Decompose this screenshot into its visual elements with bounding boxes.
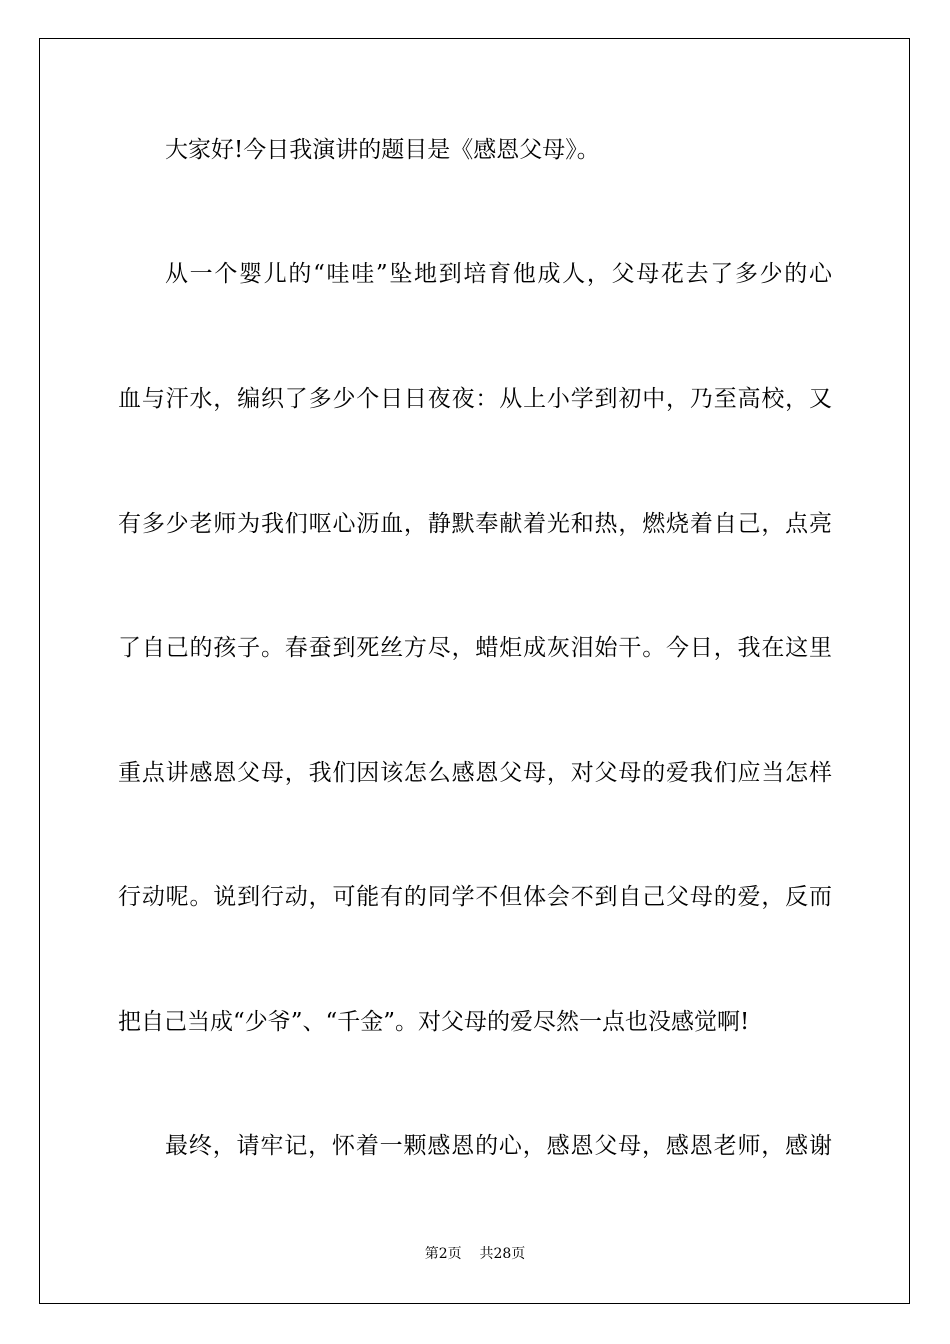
paragraph-line-9: 最终，请牢记，怀着一颗感恩的心，感恩父母，感恩老师，感谢 bbox=[165, 1133, 832, 1159]
page-footer bbox=[0, 1244, 950, 1264]
paragraph-line-2: 从一个婴儿的“哇哇”坠地到培育他成人，父母花去了多少的心 bbox=[165, 261, 832, 287]
page-number: 第2页 bbox=[424, 1246, 462, 1262]
paragraph-line-6: 重点讲感恩父母，我们因该怎么感恩父母，对父母的爱我们应当怎样 bbox=[118, 760, 832, 786]
paragraph-line-8: 把自己当成“少爷”、“千金”。对父母的爱尽然一点也没感觉啊! bbox=[118, 1009, 750, 1035]
paragraph-line-4: 有多少老师为我们呕心沥血，静默奉献着光和热，燃烧着自己，点亮 bbox=[118, 511, 832, 537]
page-frame bbox=[39, 38, 910, 1304]
paragraph-line-7: 行动呢。说到行动，可能有的同学不但体会不到自己父母的爱，反而 bbox=[118, 884, 832, 910]
paragraph-line-3: 血与汗水，编织了多少个日日夜夜：从上小学到初中，乃至高校，又 bbox=[118, 386, 832, 412]
total-pages: 共28页 bbox=[479, 1246, 526, 1262]
paragraph-line-5: 了自己的孩子。春蚕到死丝方尽，蜡炬成灰泪始干。今日，我在这里 bbox=[118, 635, 832, 661]
paragraph-line-1: 大家好!今日我演讲的题目是《感恩父母》。 bbox=[165, 137, 600, 163]
